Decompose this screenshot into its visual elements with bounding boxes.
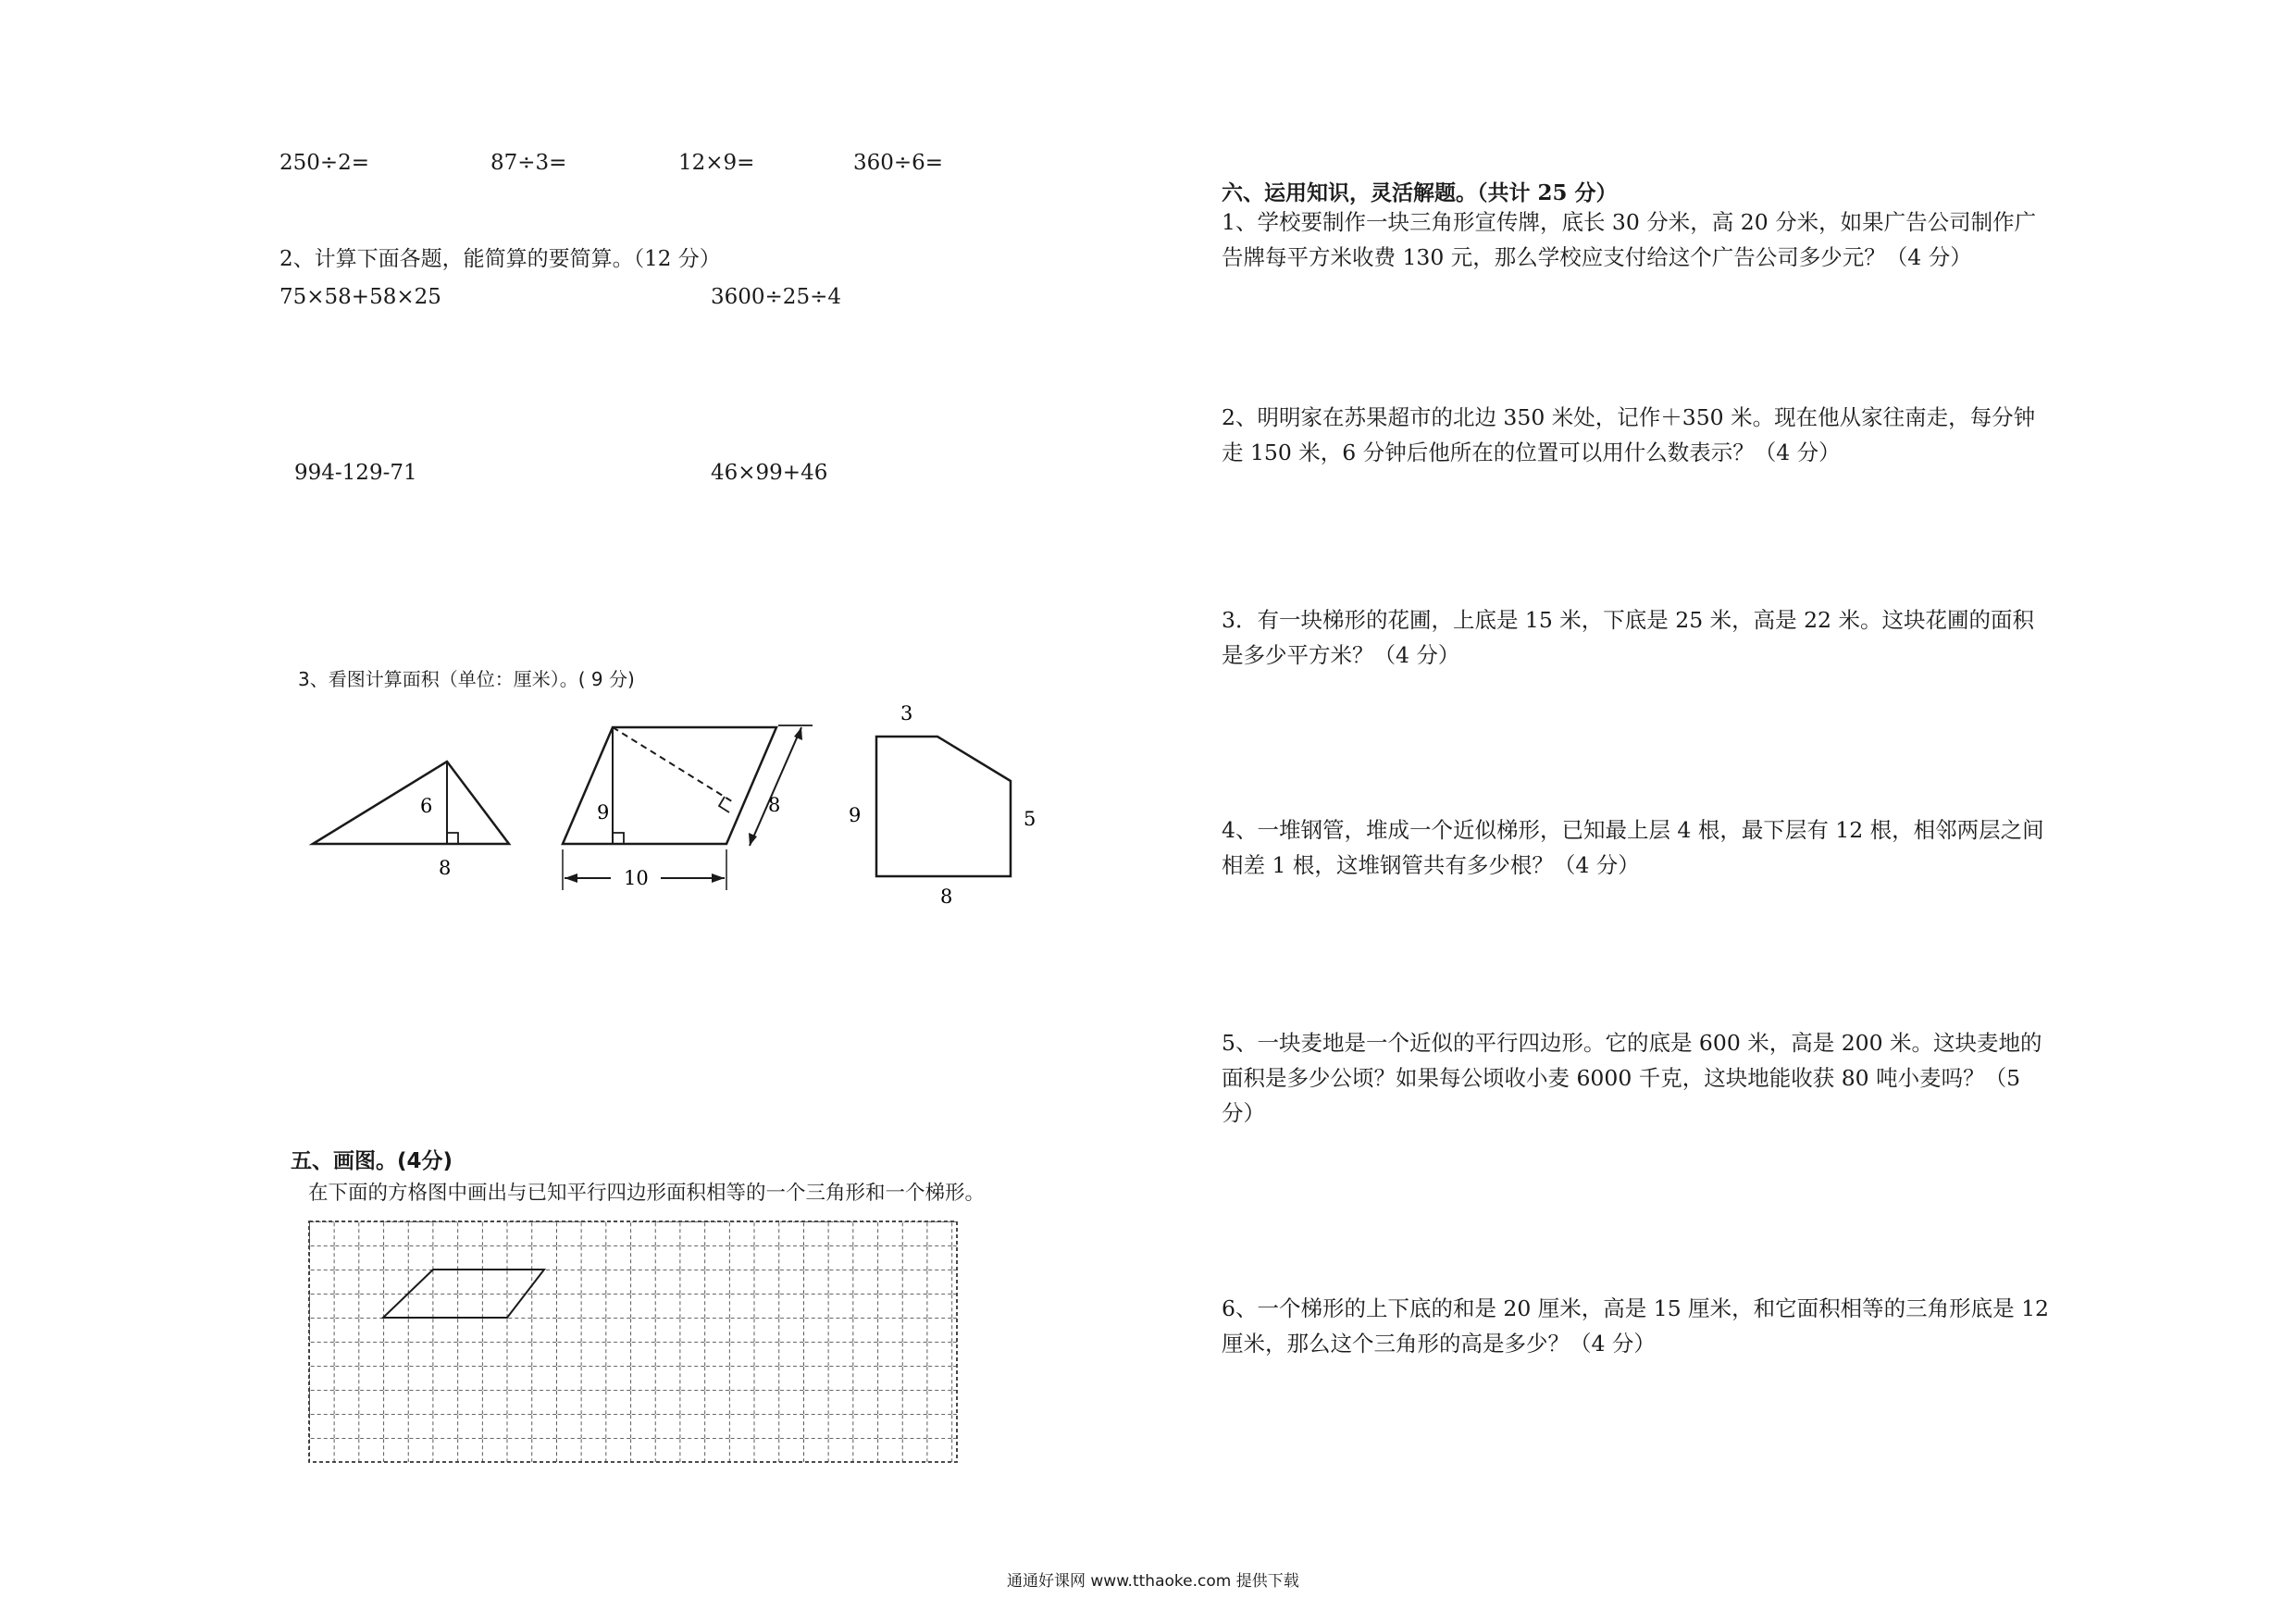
pentagon-left-label: 9 <box>849 804 862 826</box>
parallelogram-height-label: 9 <box>597 801 610 824</box>
problem-1: 1、学校要制作一块三角形宣传牌，底长 30 分米，高 20 分米，如果广告公司制作广告牌每平方米收费 130 元，那么学校应支付给这个广告公司多少元？（4 分） <box>1222 209 2037 270</box>
oral-calc-item: 360÷6= <box>853 151 944 175</box>
oral-calc-item: 250÷2= <box>279 151 370 175</box>
pentagon-right-label: 5 <box>1024 808 1036 830</box>
triangle-figure <box>313 762 509 844</box>
page-footer: 通通好课网 www.tthaoke.com 提供下载 <box>1007 1572 1299 1591</box>
problem-5: 5、一块麦地是一个近似的平行四边形。它的底是 600 米，高是 200 米。这块麦地的面积是多少公顷？如果每公顷收小麦 6000 千克，这块地能收获 80 吨小麦吗？（5 分） <box>1222 1030 2042 1126</box>
problem-2: 2、明明家在苏果超市的北边 350 米处，记作＋350 米。现在他从家往南走，每分钟走 150 米，6 分钟后他所在的位置可以用什么数表示？（4 分） <box>1222 404 2036 465</box>
section5-title: 五、画图。(4分) <box>291 1149 453 1173</box>
area-figures <box>278 685 1036 907</box>
triangle-base-label: 8 <box>439 857 452 879</box>
problem-3: 3．有一块梯形的花圃，上底是 15 米，下底是 25 米，高是 22 米。这块花圃的面积是多少平方米？（4 分） <box>1222 607 2034 668</box>
triangle-height-label: 6 <box>420 795 433 817</box>
drawing-grid <box>296 1212 981 1476</box>
section3-title: 3、看图计算面积（单位：厘米）。( 9 分) <box>298 668 635 690</box>
section6-title: 六、运用知识，灵活解题。（共计 25 分） <box>1222 180 1618 205</box>
oral-calc-item: 12×9= <box>678 151 755 175</box>
grid-area[interactable] <box>309 1221 957 1462</box>
parallelogram-base-label: 10 <box>624 867 649 889</box>
parallelogram-side-label: 8 <box>768 794 781 816</box>
problem-4: 4、一堆钢管，堆成一个近似梯形，已知最上层 4 根，最下层有 12 根，相邻两层之间相差 1 根，这堆钢管共有多少根？（4 分） <box>1222 817 2044 878</box>
pentagon-bottom-label: 8 <box>940 886 953 907</box>
oral-calc-item: 87÷3= <box>490 151 567 175</box>
simplify-item: 75×58+58×25 <box>279 285 441 309</box>
simplify-item: 994-129-71 <box>294 461 417 485</box>
simplify-item: 3600÷25÷4 <box>711 285 841 309</box>
section2-title: 2、计算下面各题，能简算的要简算。（12 分） <box>279 247 721 271</box>
section5-text: 在下面的方格图中画出与已知平行四边形面积相等的一个三角形和一个梯形。 <box>308 1182 986 1205</box>
problem-6: 6、一个梯形的上下底的和是 20 厘米，高是 15 厘米，和它面积相等的三角形底是 12 厘米，那么这个三角形的高是多少？（4 分） <box>1222 1295 2050 1357</box>
simplify-item: 46×99+46 <box>711 461 828 485</box>
pentagon-figure <box>876 737 1011 876</box>
pentagon-top-label: 3 <box>900 702 913 725</box>
